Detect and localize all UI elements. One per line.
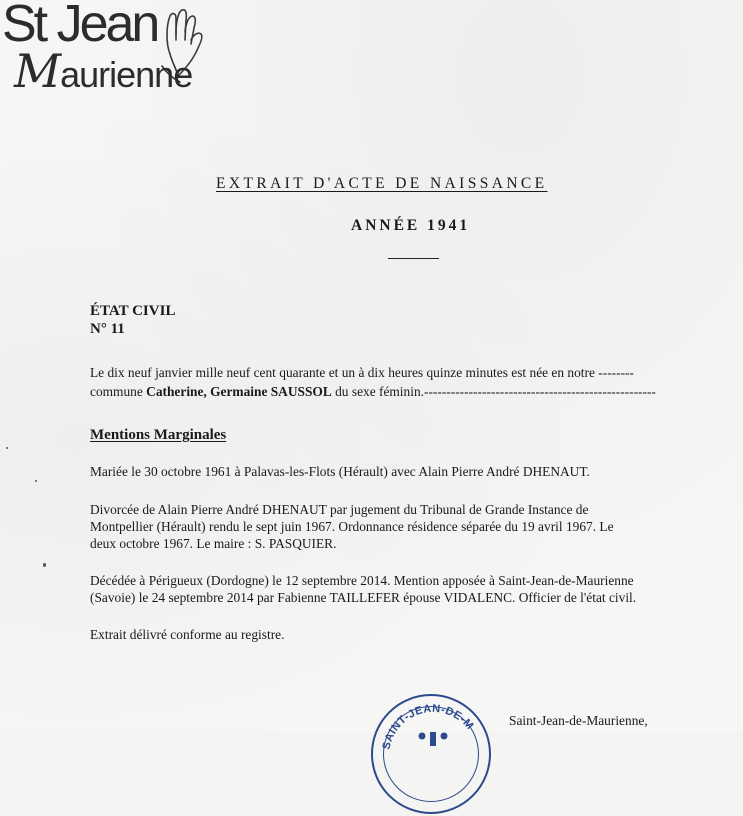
mentions-heading: Mentions Marginales xyxy=(90,427,227,443)
scan-speck xyxy=(43,563,46,567)
etat-civil-block xyxy=(90,302,175,338)
svg-text:SAINT-JEAN-DE-M xyxy=(380,703,475,751)
mention-marriage: Mariée le 30 octobre 1961 à Palavas-les-Flots (Hérault) avec Alain Pierre André DHENAUT. xyxy=(90,464,590,479)
logo-line-2 xyxy=(14,44,192,98)
mention-death-line-2: (Savoie) le 24 septembre 2014 par Fabienne TAILLEFER épouse VIDALENC. Officier de l'état civil. xyxy=(90,590,637,605)
acte-prefix: commune xyxy=(90,384,147,399)
logo-rest: aurienne xyxy=(60,54,193,95)
acte-line-1: Le dix neuf janvier mille neuf cent quarante et un à dix heures quinze minutes est née en notre -------- xyxy=(90,365,634,380)
person-name: Catherine, Germaine SAUSSOL xyxy=(146,384,332,399)
seal-text: SAINT-JEAN-DE-M xyxy=(380,702,476,751)
record-number: N° 11 xyxy=(90,321,125,337)
seal-lettering xyxy=(373,696,493,816)
mention-death-line-1: Décédée à Périgueux (Dordogne) le 12 septembre 2014. Mention apposée à Saint-Jean-de-Maurienne xyxy=(90,573,634,588)
mention-death xyxy=(90,572,636,606)
closing-statement: Extrait délivré conforme au registre. xyxy=(90,627,285,642)
mention-divorce-line-3: deux octobre 1967. Le maire : S. PASQUIER. xyxy=(90,536,337,551)
signature-place: Saint-Jean-de-Maurienne, xyxy=(509,713,648,728)
mention-divorce-line-2: Montpellier (Hérault) rendu le sept juin 1967. Ordonnance résidence séparée du 19 avril 1967. Le xyxy=(90,519,614,534)
document-title: EXTRAIT D'ACTE DE NAISSANCE xyxy=(216,175,548,192)
seal-emblem-icon xyxy=(419,732,448,746)
title-divider xyxy=(388,258,439,259)
scan-speck xyxy=(35,480,37,482)
mention-divorce xyxy=(90,501,614,552)
town-logo xyxy=(0,0,215,98)
scan-speck xyxy=(6,447,8,449)
logo-line-1: St Jean xyxy=(2,0,158,53)
acte-line-2 xyxy=(90,382,740,401)
logo-cap: M xyxy=(14,44,61,98)
official-seal xyxy=(371,694,491,814)
mention-divorce-line-1: Divorcée de Alain Pierre André DHENAUT par jugement du Tribunal de Grande Instance de xyxy=(90,502,589,517)
birth-record-text xyxy=(90,363,740,401)
etat-civil-label: ÉTAT CIVIL xyxy=(90,303,176,319)
acte-suffix: du sexe féminin.---------------------------------------------------- xyxy=(331,384,656,399)
year-label: ANNÉE 1941 xyxy=(351,217,471,234)
